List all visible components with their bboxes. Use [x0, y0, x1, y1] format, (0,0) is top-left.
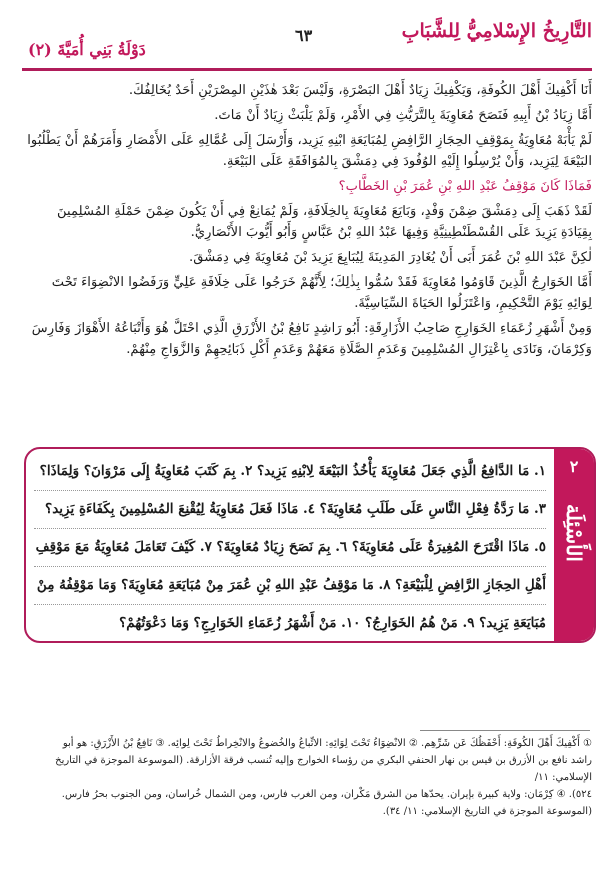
question-line: ١. مَا الدَّافِعُ الَّذِي جَعَلَ مُعَاوِيَةَ يَأْخُذُ البَيْعَةَ لِابْنِهِ يَزِيد؟ ٢. بِمَ كَتَبَ مُعَاوِيَةُ إِلَى مَرْوَانَ؟ وَلِمَاذَا؟ [34, 453, 546, 491]
questions-number: ٢ [569, 457, 579, 476]
page-number: ٦٣ [295, 26, 313, 45]
paragraph: أَنَا أَكْفِيكَ أَهْلَ الكُوفَةِ، وَيَكْفِيكَ زِيَادٌ أَهْلَ البَصْرَةِ، وَلَيْسَ بَعْدَ هٰذَيْنِ المِصْرَيْنِ أَحَدٌ يُخَالِفُكَ. [128, 83, 592, 98]
question-line: ٣. مَا رَدَّةُ فِعْلِ النَّاسِ عَلَى طَلَبِ مُعَاوِيَةَ؟ ٤. مَاذَا فَعَلَ مُعَاوِيَةُ لِيُقْنِعَ المُسْلِمِينَ بِكَفَاءَةِ يَزِيد؟ [34, 491, 546, 529]
paragraph: لَقَدْ ذَهَبَ إِلَى دِمَشْقَ ضِمْنَ وَفْدٍ، وَبَايَعَ مُعَاوِيَةَ بِالخِلَافَةِ، وَلَمْ يُمَانِعْ فِي أَنْ يَكُونَ ضِمْنَ حَمْلَةِ المُسْلِمِينَ بِقِيَادَةِ يَزِيدَ عَلَى القُسْطَنْطِينِيَّةِ وَفِيهَا عَبْدُ اللهِ بْنُ عَبَّاسٍ وَأَبُو أَيُّوبَ الأَنْصَارِيُّ. [57, 204, 592, 240]
main-text [26, 80, 592, 364]
footnote-line: (الموسوعة الموجزة في التاريخ الإسلامي: ١١/ ٣٤). [382, 806, 592, 817]
book-title: التَّارِيخُ الإِسْلامِيُّ لِلشَّبَابِ [401, 20, 592, 42]
paragraph: أَمَّا الخَوَارِجُ الَّذِينَ قَاوَمُوا مُعَاوِيَةَ فَقَدْ سُمُّوا بِذٰلِكَ؛ لِأَنَّهُمْ خَرَجُوا عَلَى خِلَافَةِ عَلِيٍّ وَرَفَضُوا الانْضِوَاءَ تَحْتَ لِوَائِهِ يَوْمَ التَّحْكِيمِ، وَاعْتَزَلُوا الحَيَاةَ السِّيَاسِيَّةَ. [51, 275, 592, 311]
questions-label: الأَسْئِلَة [562, 504, 586, 562]
footnote-line: ① أَكْفِيكَ أَهْلَ الكُوفَةِ: أَحْفَظُكَ عَن شَرِّهِم. ② الانْضِوَاءُ تَحْتَ لِوَائِهِ: الاتِّباعُ والخُضوعُ والانْخِراطُ تَحْتَ لِوائِه. ③ نَافِعُ بْنُ الأَزْرَقِ: هو أبو [62, 738, 592, 749]
header-rule [22, 68, 592, 71]
questions-box [24, 447, 596, 643]
questions-band [554, 449, 594, 641]
footnotes [24, 735, 592, 820]
question-line: أَهْلِ الحِجَازِ الرَّافِضِ لِلْبَيْعَةِ؟ ٨. مَا مَوْقِفُ عَبْدِ اللهِ بْنِ عُمَرَ مِنْ مُبَايَعَةِ مُعَاوِيَةَ؟ وَمَا مَوْقِفُهُ مِنْ [34, 567, 546, 605]
paragraph: لٰكِنَّ عَبْدَ اللهِ بْنَ عُمَرَ أَبَى أَنْ يُغَادِرَ المَدِينَةَ لِيُبَايِعَ يَزِيدَ بْنَ مُعَاوِيَةَ فِي دِمَشْقَ. [189, 250, 592, 265]
footnote-line: ٥٢٤). ④ كِرْمَان: ولاية كبيرة بإيران. يحدّها من الشرق مَكْران، ومن الغرب فارس، ومن الشمال خُراسان، ومن الجنوب بحرُ فارس. [61, 789, 592, 800]
section-question: فَمَاذَا كَانَ مَوْقِفُ عَبْدِ اللهِ بْنِ عُمَرَ بْنِ الخَطَّابِ؟ [338, 179, 592, 194]
question-line: ٥. مَاذَا اقْتَرَحَ المُغِيرَةُ عَلَى مُعَاوِيَةَ؟ ٦. بِمَ نَصَحَ زِيَادٌ مُعَاوِيَةَ؟ ٧. كَيْفَ تَعَامَلَ مُعَاوِيَةُ مَعَ مَوْقِفِ [34, 529, 546, 567]
questions-list [34, 453, 546, 642]
page-header [0, 0, 614, 70]
chapter-title: دَوْلَةُ بَنِي أُمَيَّةَ (٢) [28, 40, 146, 59]
footnote-line: راشد نافع بن الأزرق بن قيس بن نهار الحنفي البكري من رؤساء الخوارج وإليه تُنسب فرقة الأزارقة. (الموسوعة الموجزة في التاريخ الإسلامي: ١١/ [55, 755, 592, 783]
footnote-rule [420, 730, 590, 731]
paragraph: لَمْ يَأْبَهْ مُعَاوِيَةُ بِمَوْقِفِ الحِجَازِ الرَّافِضِ لِمُبَايَعَةِ ابْنِهِ يَزِيد، وَأَرْسَلَ إِلَى عُمَّالِهِ عَلَى الأَمْصَارِ وَأَمَرَهُمْ أَنْ يَطْلُبُوا البَيْعَةَ لِيَزِيد، وَأَنْ يُرْسِلُوا إِلَيْهِ الوُفُودَ فِي دِمَشْقَ بِالمُوَافَقَةِ عَلَى البَيْعَةِ. [27, 133, 592, 169]
paragraph: وَمِنْ أَشْهَرِ زُعَمَاءِ الخَوَارِجِ صَاحِبُ الأَزَارِقَةِ: أَبُو رَاشِدٍ نَافِعُ بْنُ الأَزْرَقِ الَّذِي احْتَلَّ هُوَ وَأَتْبَاعُهُ الأَهْوَازَ وَفَارِسَ وَكِرْمَانَ، وَنَادَى بِاعْتِزَالِ المُسْلِمِينَ وَعَدَمِ الصَّلَاةِ مَعَهُمْ وَعَدَمِ أَكْلِ ذَبَائِحِهِمْ وَالزَّوَاجِ مِنْهُمْ. [31, 321, 592, 357]
question-line: مُبَايَعَةِ يَزِيد؟ ٩. مَنْ هُمُ الخَوَارِجُ؟ ١٠. مَنْ أَشْهَرُ زُعَمَاءِ الخَوَارِجِ؟ وَمَا دَعْوَتُهُمْ؟ [119, 615, 546, 631]
paragraph: أَمَّا زِيَادُ بْنُ أَبِيهِ فَنَصَحَ مُعَاوِيَةَ بِالتَّرَيُّثِ فِي الأَمْرِ، وَلَمْ يَلْبَثْ زِيَادٌ أَنْ مَاتَ. [214, 108, 592, 123]
